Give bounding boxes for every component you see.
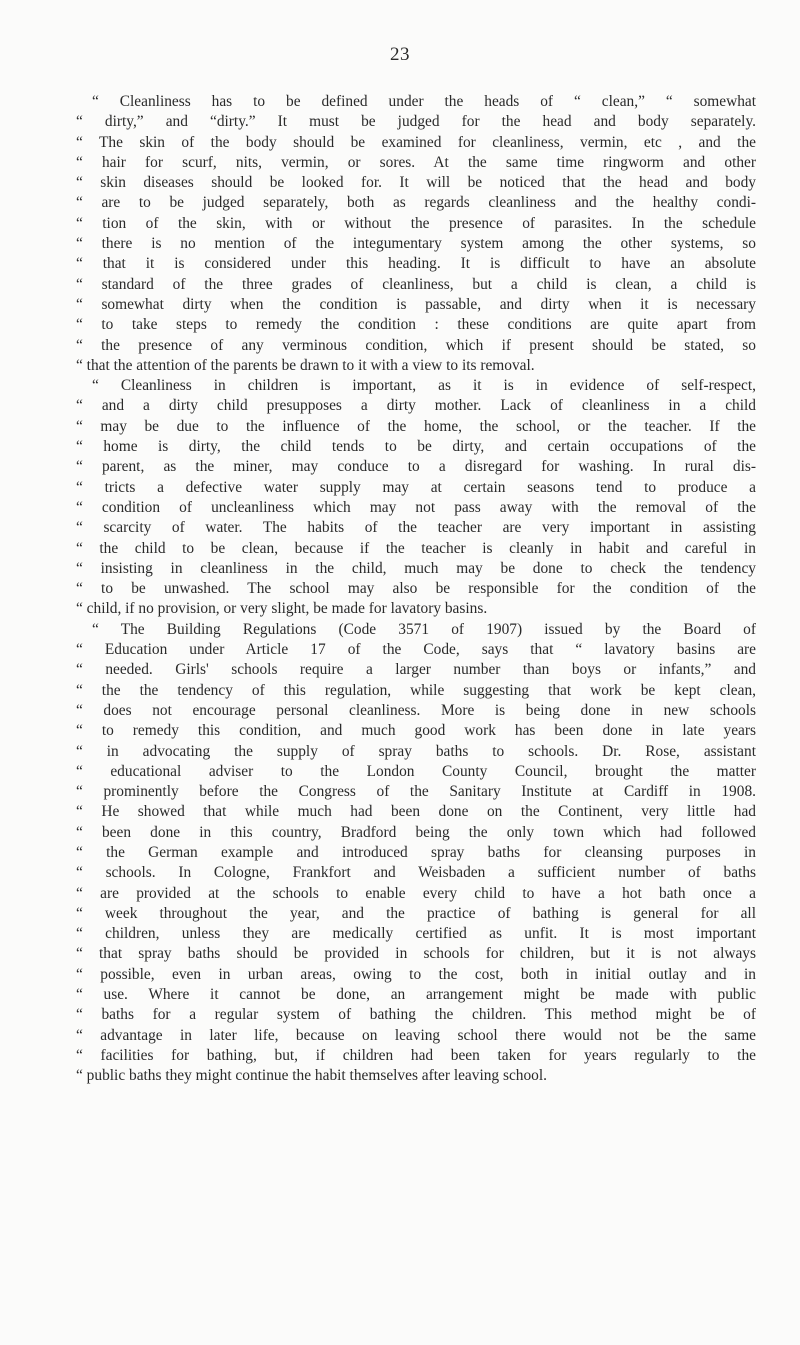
text-line: “ home is dirty, the child tends to be dirty, and certain occupations of the bbox=[76, 438, 756, 456]
text-line: “ standard of the three grades of cleanliness, but a child is clean, a child is bbox=[76, 275, 756, 293]
text-line: “ schools. In Cologne, Frankfort and Weisbaden a sufficient number of baths bbox=[76, 864, 756, 882]
text-line: “ needed. Girls' schools require a larger number than boys or infants,” and bbox=[76, 661, 756, 679]
text-line: “ tricts a defective water supply may at certain seasons tend to produce a bbox=[76, 478, 756, 496]
text-line: “ that it is considered under this heading. It is difficult to have an absolute bbox=[76, 255, 756, 273]
text-line: “ to be unwashed. The school may also be responsible for the condition of the bbox=[76, 580, 756, 598]
text-line: “ use. Where it cannot be done, an arrangement might be made with public bbox=[76, 986, 756, 1004]
text-line: “ been done in this country, Bradford being the only town which had followed bbox=[76, 823, 756, 841]
text-line: “ possible, even in urban areas, owing to the cost, both in initial outlay and in bbox=[76, 965, 756, 983]
text-line: “ somewhat dirty when the condition is passable, and dirty when it is necessary bbox=[76, 295, 756, 313]
text-line: “ that the attention of the parents be drawn to it with a view to its removal. bbox=[76, 356, 535, 374]
text-line: “ public baths they might continue the habit themselves after leaving school. bbox=[76, 1067, 547, 1085]
text-line: “ The Building Regulations (Code 3571 of 1907) issued by the Board of bbox=[92, 620, 756, 638]
paragraph bbox=[76, 620, 756, 1087]
text-line: “ the German example and introduced spray baths for cleansing purposes in bbox=[76, 843, 756, 861]
text-line: “ are to be judged separately, both as regards cleanliness and the healthy condi- bbox=[76, 194, 756, 212]
text-line: “ child, if no provision, or very slight, be made for lavatory basins. bbox=[76, 600, 488, 618]
text-line: “ the the tendency of this regulation, while suggesting that work be kept clean, bbox=[76, 681, 756, 699]
text-line: “ scarcity of water. The habits of the teacher are very important in assisting bbox=[76, 519, 756, 537]
text-line: “ tion of the skin, with or without the presence of parasites. In the schedule bbox=[76, 214, 756, 232]
body-text bbox=[76, 92, 756, 1087]
text-line: “ dirty,” and “dirty.” It must be judged for the head and body separately. bbox=[76, 113, 756, 131]
text-line: “ children, unless they are medically certified as unfit. It is most important bbox=[76, 925, 756, 943]
text-line: “ does not encourage personal cleanliness. More is being done in new schools bbox=[76, 701, 756, 719]
paragraph bbox=[76, 92, 756, 376]
text-line: “ condition of uncleanliness which may not pass away with the removal of the bbox=[76, 498, 756, 516]
text-line: “ and a dirty child presupposes a dirty mother. Lack of cleanliness in a child bbox=[76, 397, 756, 415]
text-line: “ prominently before the Congress of the Sanitary Institute at Cardiff in 1908. bbox=[76, 783, 756, 801]
text-line: “ parent, as the miner, may conduce to a disregard for washing. In rural dis- bbox=[76, 458, 756, 476]
text-line: “ that spray baths should be provided in schools for children, but it is not always bbox=[76, 945, 756, 963]
page-number: 23 bbox=[390, 44, 410, 65]
text-line: “ there is no mention of the integumentary system among the other systems, so bbox=[76, 235, 756, 253]
text-line: “ the child to be clean, because if the teacher is cleanly in habit and careful in bbox=[76, 539, 756, 557]
text-line: “ educational adviser to the London County Council, brought the matter bbox=[76, 762, 756, 780]
text-line: “ Cleanliness in children is important, as it is in evidence of self-respect, bbox=[92, 377, 756, 395]
text-line: “ to remedy this condition, and much good work has been done in late years bbox=[76, 722, 756, 740]
text-line: “ He showed that while much had been done on the Continent, very little had bbox=[76, 803, 756, 821]
text-line: “ hair for scurf, nits, vermin, or sores. At the same time ringworm and other bbox=[76, 153, 756, 171]
text-line: “ Education under Article 17 of the Code, says that “ lavatory basins are bbox=[76, 641, 756, 659]
text-line: “ week throughout the year, and the practice of bathing is general for all bbox=[76, 904, 756, 922]
text-line: “ baths for a regular system of bathing the children. This method might be of bbox=[76, 1006, 756, 1024]
text-line: “ skin diseases should be looked for. It will be noticed that the head and body bbox=[76, 174, 756, 192]
text-line: “ The skin of the body should be examined for cleanliness, vermin, etc , and the bbox=[76, 133, 756, 151]
text-line: “ may be due to the influence of the home, the school, or the teacher. If the bbox=[76, 417, 756, 435]
text-line: “ insisting in cleanliness in the child, much may be done to check the tendency bbox=[76, 559, 756, 577]
text-line: “ to take steps to remedy the condition : these conditions are quite apart from bbox=[76, 316, 756, 334]
text-line: “ facilities for bathing, but, if children had been taken for years regularly to the bbox=[76, 1046, 756, 1064]
text-line: “ the presence of any verminous condition, which if present should be stated, so bbox=[76, 336, 756, 354]
paragraph bbox=[76, 376, 756, 620]
text-line: “ Cleanliness has to be defined under the heads of “ clean,” “ somewhat bbox=[92, 93, 756, 110]
text-line: “ advantage in later life, because on leaving school there would not be the same bbox=[76, 1026, 756, 1044]
text-line: “ are provided at the schools to enable every child to have a hot bath once a bbox=[76, 884, 756, 902]
text-line: “ in advocating the supply of spray baths to schools. Dr. Rose, assistant bbox=[76, 742, 756, 760]
